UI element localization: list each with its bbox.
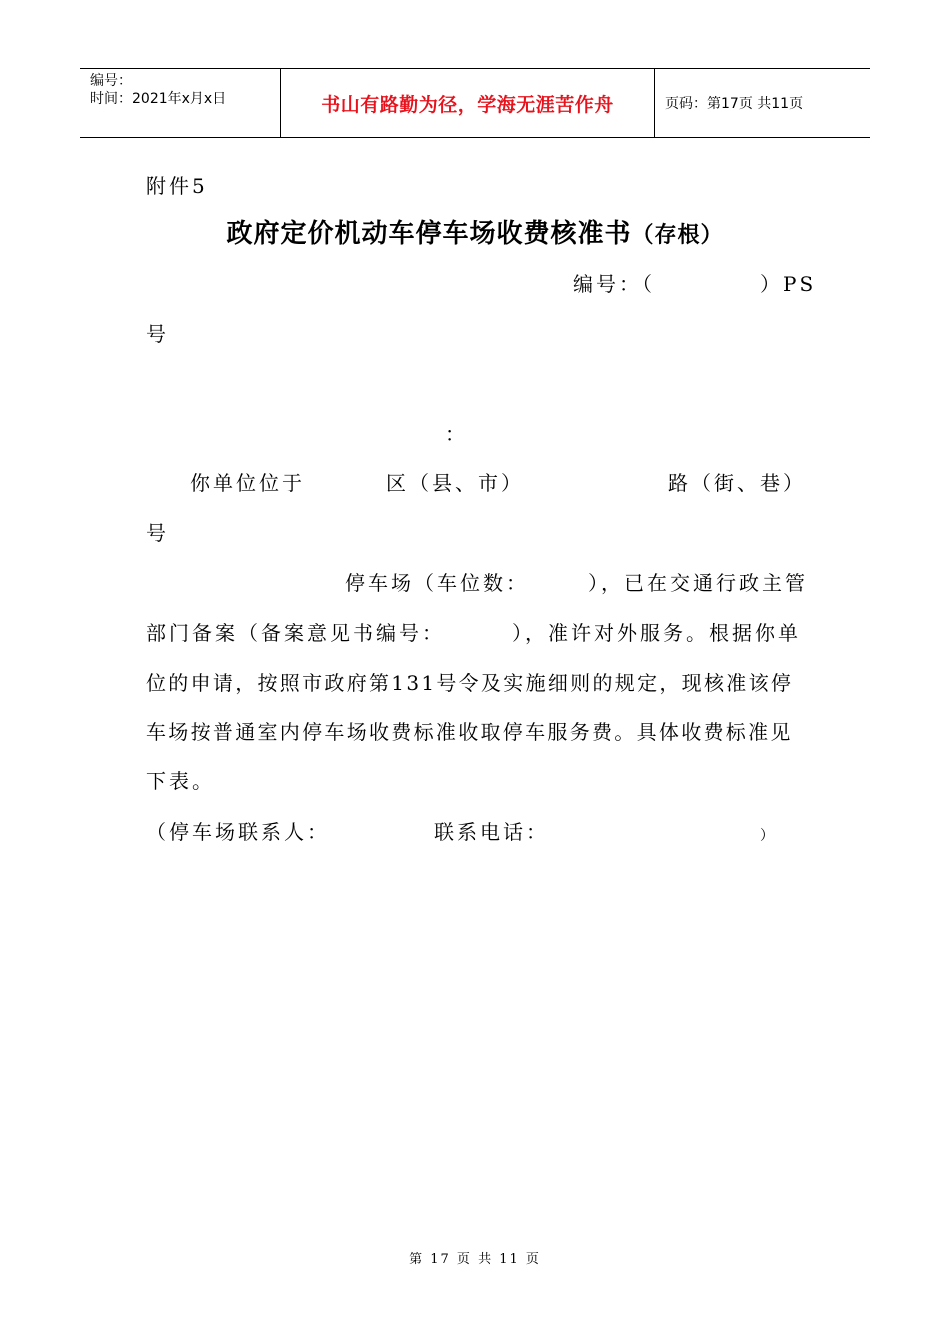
contact-phone-label: 联系电话： [434,820,549,844]
contact-close: ） [760,828,777,844]
contact-person-label: （停车场联系人： [146,820,330,844]
addressee-colon: ： [445,422,468,446]
serial-suffix: ）PS [760,272,817,296]
serial-label: 编号：（ [573,272,655,296]
body-line7: 下表。 [146,769,215,793]
page-header [80,68,870,138]
header-page-cell [655,69,870,137]
page-footer: 第 17 页 共 11 页 [409,1252,541,1267]
header-motto-cell [280,69,655,137]
header-meta-cell [80,69,280,137]
body-line6: 车场按普通室内停车场收费标准收取停车服务费。具体收费标准见 [146,720,793,744]
body-line3-b: ），已在交通行政主管 [588,571,808,595]
document-time-label: 时间：2021年x月x日 [90,91,227,107]
body-line1-b: 区（县、市） [386,471,524,495]
title-suffix: （存根） [631,222,724,248]
body-line2: 号 [146,521,169,545]
attachment-label: 附件5 [146,174,208,198]
title-main: 政府定价机动车停车场收费核准书 [226,219,632,249]
motto-text: 书山有路勤为径，学海无涯苦作舟 [321,93,614,116]
body-line3-a: 停车场（车位数： [345,571,529,595]
header-page-info: 页码：第17页 共11页 [665,96,804,112]
body-line4-a: 部门备案（备案意见书编号： [146,621,445,645]
serial-hao: 号 [146,322,169,346]
body-line1-a: 你单位位于 [190,471,305,495]
body-line1-c: 路（街、巷） [668,471,806,495]
body-line5: 位的申请，按照市政府第131号令及实施细则的规定，现核准该停 [146,671,794,695]
body-line4-b: ），准许对外服务。根据你单 [512,621,801,645]
document-title [0,216,950,253]
document-number-label: 编号： [90,73,132,89]
